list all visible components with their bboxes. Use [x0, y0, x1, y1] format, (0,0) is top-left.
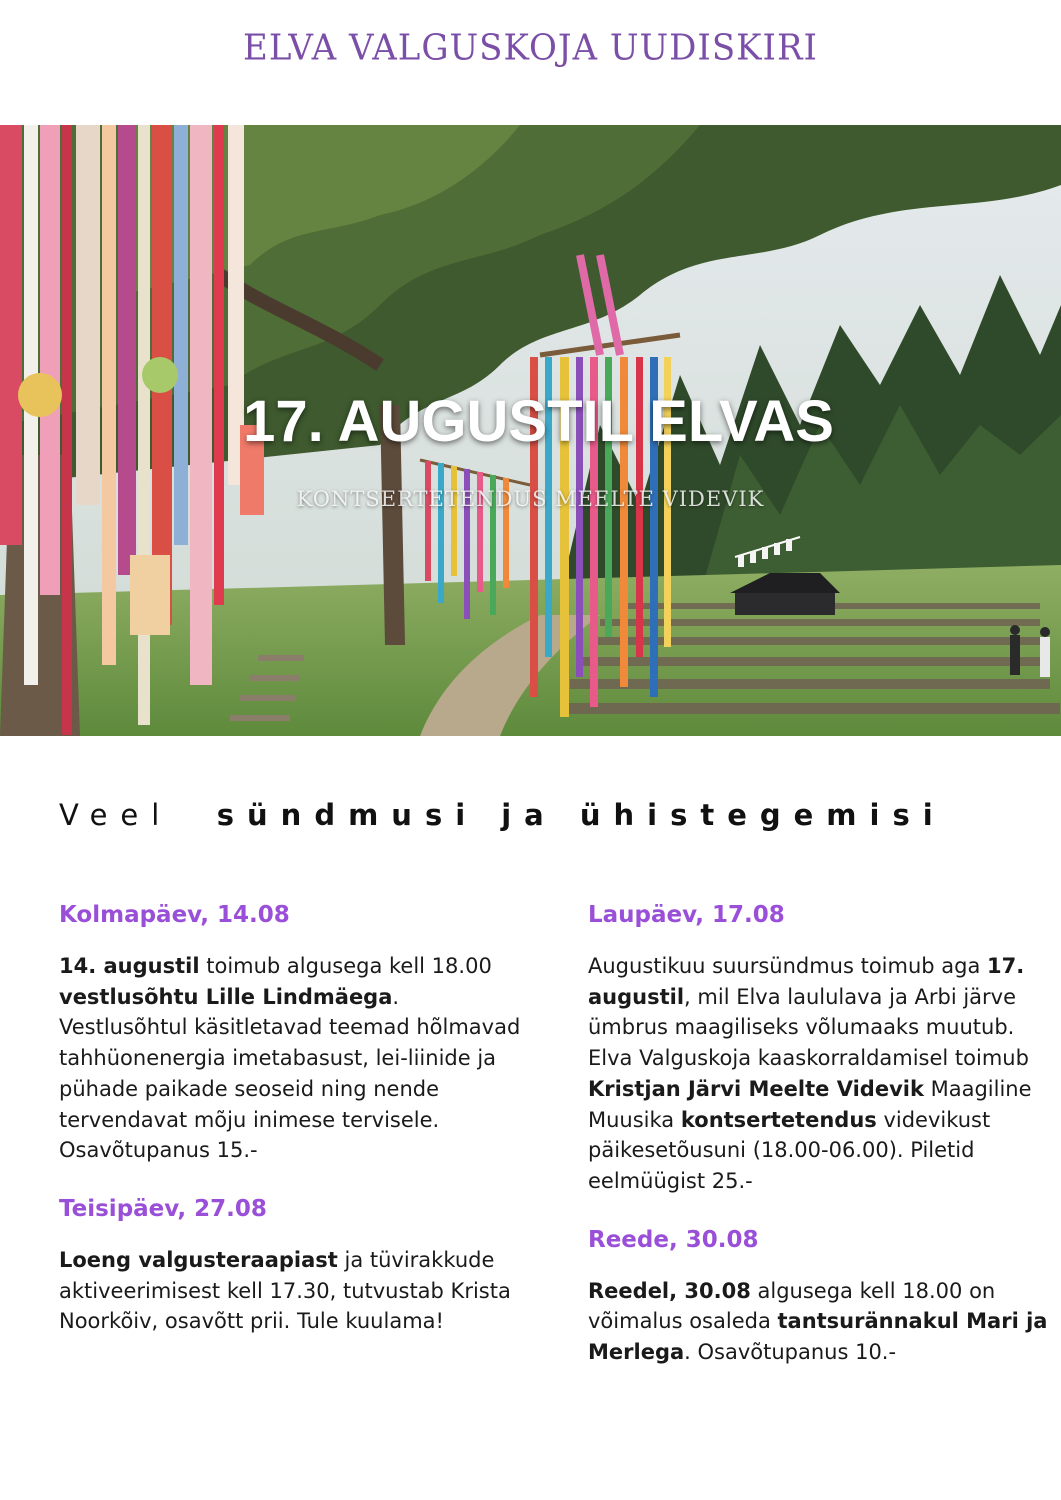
section-heading [59, 798, 1019, 832]
event-item [588, 898, 1058, 1197]
event-item [59, 1192, 529, 1337]
event-day-heading: Laupäev, 17.08 [588, 902, 785, 928]
event-text: . Osavõtupanus 10.- [684, 1340, 897, 1365]
event-text-bold: 17. augustil [588, 954, 1025, 1009]
section-heading-light: Veel [59, 798, 173, 832]
event-description [588, 951, 1058, 1197]
section-heading-bold: sündmusi ja ühistegemisi [216, 798, 946, 832]
event-text: Augustikuu suursündmus toimub aga [588, 954, 988, 978]
event-item [588, 1223, 1058, 1368]
events-column-right [588, 898, 1058, 1394]
event-text-bold: 14. augustil [59, 954, 200, 978]
hero-subtitle: KONTSERTETENDUS MEELTE VIDEVIK [296, 487, 765, 511]
event-text-bold: Kristjan Järvi Meelte Videvik [588, 1076, 924, 1101]
event-description [588, 1276, 1058, 1368]
event-text: toimub algusega kell 18.00 [199, 954, 492, 978]
event-text-bold: Reedel, 30.08 [588, 1278, 751, 1303]
event-description [59, 1245, 529, 1337]
event-day-heading: Kolmapäev, 14.08 [59, 902, 290, 928]
event-text-bold: tantsurännakul Mari ja Merlega [588, 1309, 1048, 1365]
event-description [59, 951, 529, 1166]
hero-title: 17. AUGUSTIL ELVAS [243, 389, 834, 454]
event-text: . Vestlusõhtul käsitletavad teemad hõlmavad tahhüonenergia imetabasust, lei-liinide ja pühade paikade seoseid ning nende tervendavat mõju inimese tervisele. Osavõtupanus 15.- [59, 984, 521, 1163]
event-text: , mil Elva laululava ja Arbi järve ümbrus maagiliseks võlumaaks muutub. Elva Valguskoja kaaskorraldamisel toimub [588, 984, 1029, 1071]
event-text: ja tüvirakkude aktiveerimisest kell 17.30, tutvustab Krista Noorkõiv, osavõtt prii. Tule kuulama! [59, 1247, 511, 1334]
event-text: videvikust päikesetõusuni (18.00-06.00). Piletid eelmüügist 25.- [588, 1107, 991, 1193]
event-day-heading: Teisipäev, 27.08 [59, 1195, 267, 1222]
event-text: algusega kell 18.00 on võimalus osaleda [588, 1278, 996, 1334]
event-text: Maagiline Muusika [588, 1076, 1032, 1132]
event-day-heading: Reede, 30.08 [588, 1226, 759, 1253]
event-text-bold: Loeng valgusteraapiast [59, 1247, 338, 1272]
event-text-bold: kontsertetendus [680, 1107, 877, 1132]
event-item [59, 898, 529, 1166]
events-column-left [59, 898, 529, 1363]
event-text-bold: vestlusõhtu Lille Lindmäega [59, 984, 393, 1009]
newsletter-masthead: ELVA VALGUSKOJA UUDISKIRI [243, 27, 818, 69]
